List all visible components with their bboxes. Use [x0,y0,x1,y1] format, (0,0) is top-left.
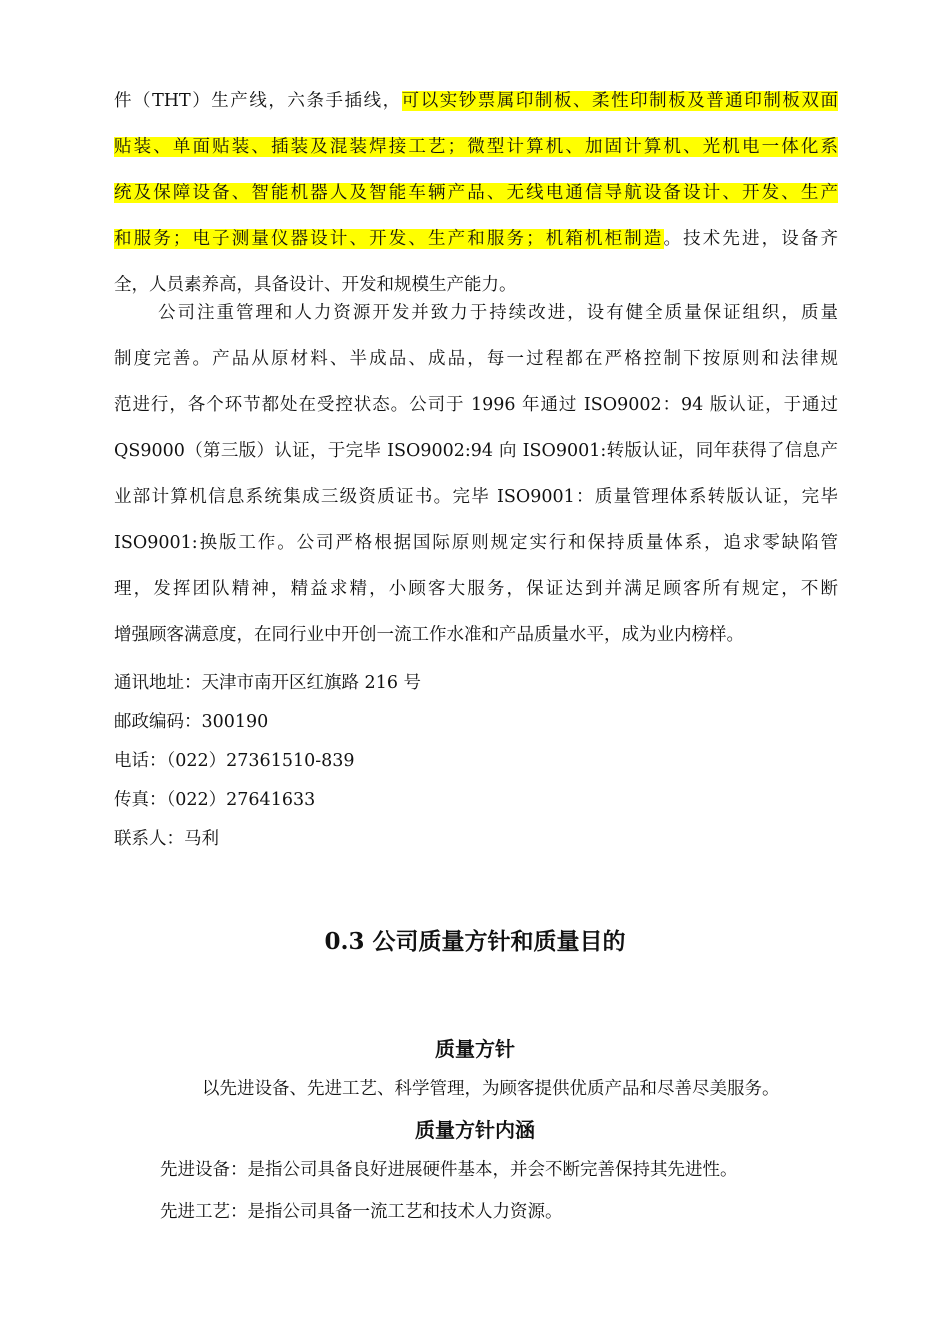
contact-phone: 电话：（022）27361510-839 [114,751,355,771]
quality-paragraph [114,290,838,658]
highlighted-text: 可以实钞票属印制板、柔性印制板及普通印制板双面 [401,91,838,111]
policy-text: 以先进设备、先进工艺、科学管理，为顾客提供优质产品和尽善尽美服务。 [202,1079,780,1099]
quality-line: ISO9001:换版工作。公司严格根据国际原则规定实行和保持质量体系，追求零缺陷管 [114,533,838,553]
contact-fax: 传真：（022）27641633 [114,790,316,810]
contact-postcode: 邮政编码：300190 [114,712,269,732]
quality-line: QS9000（第三版）认证，于完毕 ISO9002:94 向 ISO9001:转版认证，同年获得了信息产 [114,441,838,461]
contact-person: 联系人：马利 [114,829,219,849]
intro-line-4 [114,216,838,262]
intro-text: 件（THT）生产线，六条手插线， [114,91,402,111]
contact-address: 通讯地址：天津市南开区红旗路 216 号 [114,673,422,693]
quality-line: 范进行，各个环节都处在受控状态。公司于 1996 年通过 ISO9002：94 版认证，于通过 [114,395,838,415]
highlighted-text: 贴装、单面贴装、插装及混装焊接工艺；微型计算机、加固计算机、光机电一体化系 [114,137,838,157]
quality-line: 业部计算机信息系统集成三级资质证书。完毕 ISO9001：质量管理体系转版认证，完毕 [114,487,838,507]
highlighted-text: 和服务；电子测量仪器设计、开发、生产和服务；机箱机柜制造 [114,229,664,249]
quality-line: 理，发挥团队精神，精益求精，小顾客大服务，保证达到并满足顾客所有规定，不断 [114,579,838,599]
policy-heading: 质量方针 [435,1037,515,1061]
policy-meaning-item: 先进设备：是指公司具备良好进展硬件基本，并会不断完善保持其先进性。 [160,1160,738,1180]
highlighted-text: 统及保障设备、智能机器人及智能车辆产品、无线电通信导航设备设计、开发、生产 [114,183,838,203]
quality-line: 制度完善。产品从原材料、半成品、成品，每一过程都在严格控制下按原则和法律规 [114,349,838,369]
policy-meaning-item: 先进工艺：是指公司具备一流工艺和技术人力资源。 [160,1202,563,1222]
intro-line-3 [114,170,838,216]
intro-line-2 [114,124,838,170]
intro-paragraph [114,78,838,308]
quality-line: 公司注重管理和人力资源开发并致力于持续改进，设有健全质量保证组织，质量 [158,303,838,323]
intro-line-5: 全，人员素养高，具备设计、开发和规模生产能力。 [114,275,517,295]
intro-text: 。技术先进，设备齐 [663,229,838,249]
intro-line-1 [114,78,838,124]
section-title: 0.3 公司质量方针和质量目的 [324,928,626,955]
policy-meaning-heading: 质量方针内涵 [415,1118,535,1142]
quality-line: 增强顾客满意度，在同行业中开创一流工作水准和产品质量水平，成为业内榜样。 [114,625,744,645]
